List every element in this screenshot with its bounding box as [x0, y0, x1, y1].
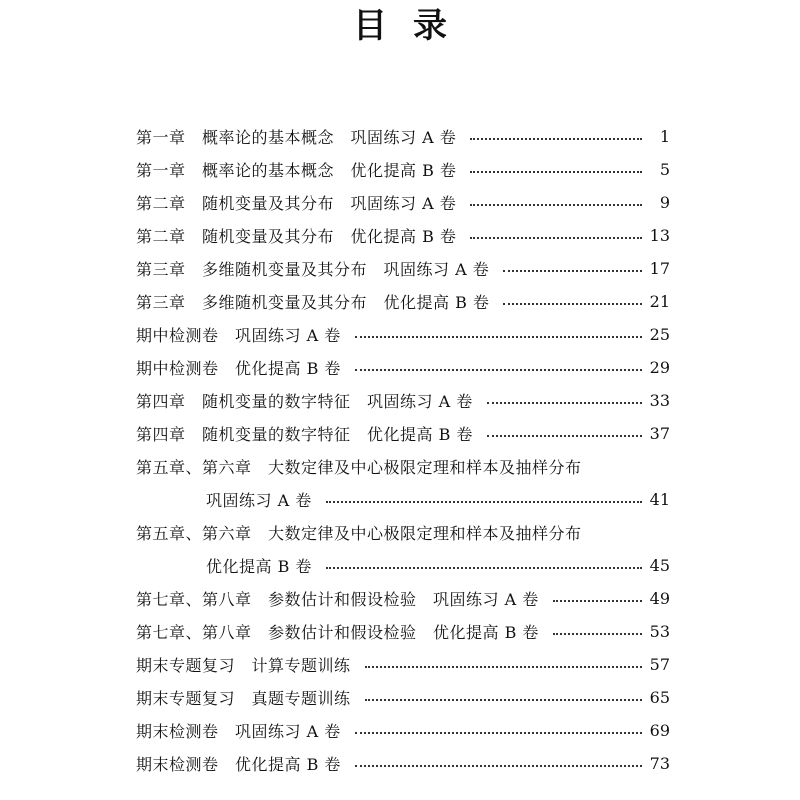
toc-entry-page: 17 — [649, 259, 670, 278]
toc-entry-title: 第二章 随机变量及其分布 优化提高 B 卷 — [136, 227, 457, 246]
toc-entry-title: 期末专题复习 计算专题训练 — [136, 656, 351, 675]
toc-entry-title: 期中检测卷 巩固练习 A 卷 — [136, 326, 341, 345]
toc-entry-title: 第四章 随机变量的数字特征 优化提高 B 卷 — [136, 425, 473, 444]
toc-entry[interactable] — [136, 615, 670, 648]
dot-leader — [553, 633, 642, 635]
toc-entry[interactable] — [136, 219, 670, 252]
dot-leader — [355, 336, 642, 338]
toc-entry-heading[interactable] — [136, 450, 670, 483]
toc-entry-page: 53 — [649, 622, 670, 641]
toc-entry-title: 第一章 概率论的基本概念 巩固练习 A 卷 — [136, 128, 457, 147]
dot-leader — [487, 402, 642, 404]
toc-entry-title: 巩固练习 A 卷 — [206, 491, 312, 510]
toc-entry-title: 期末检测卷 优化提高 B 卷 — [136, 755, 341, 774]
toc-entry-page: 41 — [649, 490, 670, 509]
dot-leader — [470, 171, 642, 173]
toc-entry-title: 期末检测卷 巩固练习 A 卷 — [136, 722, 341, 741]
toc-entry[interactable] — [136, 648, 670, 681]
dot-leader — [365, 699, 642, 701]
toc-entry-title: 第一章 概率论的基本概念 优化提高 B 卷 — [136, 161, 457, 180]
toc-entry-title: 第七章、第八章 参数估计和假设检验 巩固练习 A 卷 — [136, 590, 539, 609]
toc-entry-title: 第七章、第八章 参数估计和假设检验 优化提高 B 卷 — [136, 623, 539, 642]
dot-leader — [553, 600, 642, 602]
toc-list — [136, 120, 670, 780]
toc-entry[interactable] — [136, 582, 670, 615]
toc-entry-page: 37 — [649, 424, 670, 443]
toc-entry[interactable] — [136, 153, 670, 186]
toc-entry-page: 49 — [649, 589, 670, 608]
toc-entry[interactable] — [136, 714, 670, 747]
toc-entry-title: 第四章 随机变量的数字特征 巩固练习 A 卷 — [136, 392, 473, 411]
toc-entry-page: 45 — [649, 556, 670, 575]
toc-entry[interactable] — [136, 483, 670, 516]
toc-entry[interactable] — [136, 252, 670, 285]
dot-leader — [355, 765, 642, 767]
toc-entry[interactable] — [136, 120, 670, 153]
toc-entry-page: 73 — [649, 754, 670, 773]
toc-entry[interactable] — [136, 384, 670, 417]
dot-leader — [326, 567, 642, 569]
toc-entry-page: 69 — [649, 721, 670, 740]
dot-leader — [470, 237, 642, 239]
dot-leader — [365, 666, 642, 668]
toc-entry-page: 57 — [649, 655, 670, 674]
toc-entry[interactable] — [136, 351, 670, 384]
toc-entry-page: 21 — [649, 292, 670, 311]
toc-entry[interactable] — [136, 681, 670, 714]
toc-entry-title: 第三章 多维随机变量及其分布 巩固练习 A 卷 — [136, 260, 490, 279]
toc-entry-title: 第三章 多维随机变量及其分布 优化提高 B 卷 — [136, 293, 490, 312]
toc-entry-title: 期中检测卷 优化提高 B 卷 — [136, 359, 341, 378]
toc-entry-heading-text: 第五章、第六章 大数定律及中心极限定理和样本及抽样分布 — [136, 524, 582, 543]
toc-entry-title: 优化提高 B 卷 — [206, 557, 312, 576]
toc-entry-page: 1 — [659, 127, 670, 146]
toc-entry-heading-text: 第五章、第六章 大数定律及中心极限定理和样本及抽样分布 — [136, 458, 582, 477]
toc-entry[interactable] — [136, 549, 670, 582]
toc-entry-title: 第二章 随机变量及其分布 巩固练习 A 卷 — [136, 194, 457, 213]
toc-entry-page: 9 — [659, 193, 670, 212]
dot-leader — [355, 369, 642, 371]
toc-entry[interactable] — [136, 318, 670, 351]
dot-leader — [355, 732, 642, 734]
toc-entry-page: 25 — [649, 325, 670, 344]
dot-leader — [470, 204, 642, 206]
toc-entry-heading[interactable] — [136, 516, 670, 549]
toc-entry-page: 33 — [649, 391, 670, 410]
toc-entry[interactable] — [136, 186, 670, 219]
dot-leader — [487, 435, 642, 437]
toc-entry-page: 65 — [649, 688, 670, 707]
toc-entry-title: 期末专题复习 真题专题训练 — [136, 689, 351, 708]
page-title: 目录 — [353, 6, 473, 46]
toc-entry-page: 29 — [649, 358, 670, 377]
toc-entry[interactable] — [136, 747, 670, 780]
dot-leader — [326, 501, 642, 503]
toc-entry-page: 5 — [659, 160, 670, 179]
toc-entry-page: 13 — [649, 226, 670, 245]
toc-entry[interactable] — [136, 285, 670, 318]
dot-leader — [503, 270, 642, 272]
dot-leader — [503, 303, 642, 305]
dot-leader — [470, 138, 642, 140]
toc-entry[interactable] — [136, 417, 670, 450]
